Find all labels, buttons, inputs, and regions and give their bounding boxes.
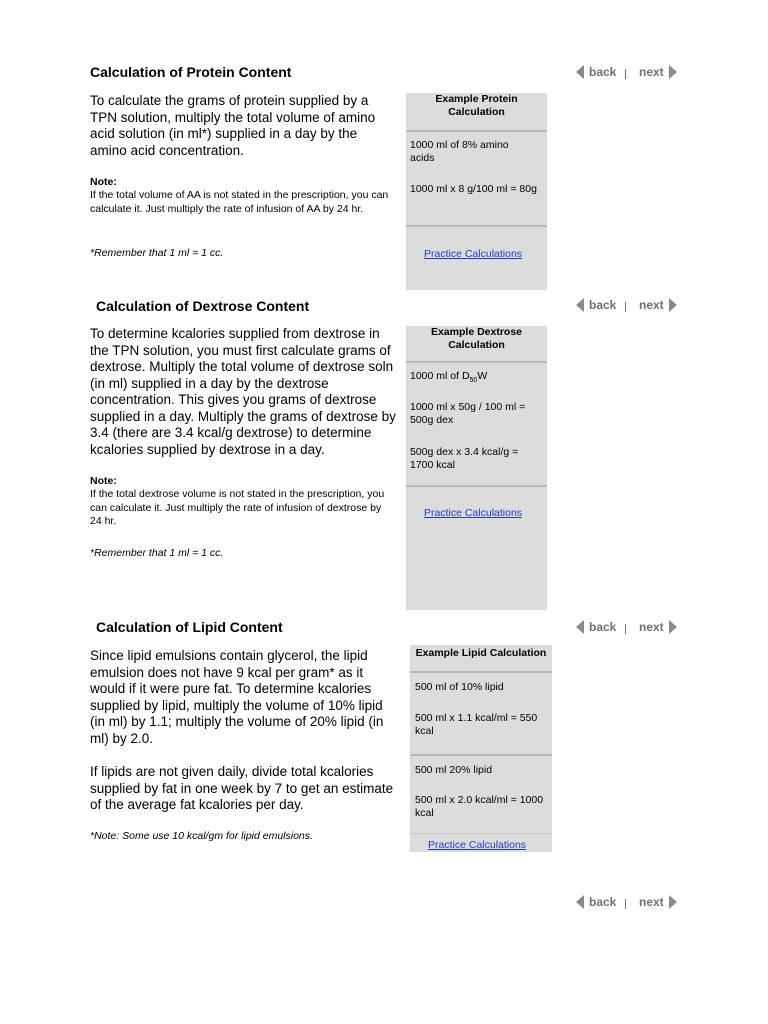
back-arrow-icon[interactable] — [576, 298, 584, 312]
dextrose-item-text: W — [477, 370, 488, 382]
divider — [625, 69, 626, 79]
dextrose-item-text: 1000 ml of D — [410, 370, 470, 382]
lipid-title: Calculation of Lipid Content — [96, 619, 283, 635]
dextrose-box-heading: Example Dextrose Calculation — [430, 326, 523, 351]
next-arrow-icon[interactable] — [669, 65, 677, 79]
divider — [625, 899, 626, 909]
next-link[interactable]: next — [639, 65, 664, 79]
protein-remember: *Remember that 1 ml = 1 cc. — [90, 247, 224, 259]
divider — [406, 130, 547, 132]
dextrose-note-heading: Note: — [90, 475, 117, 487]
lipid-example-box — [410, 645, 552, 852]
divider — [410, 833, 552, 834]
protein-box-item: 1000 ml x 8 g/100 ml = 80g — [410, 183, 537, 195]
dextrose-practice-link[interactable]: Practice Calculations — [424, 507, 523, 519]
lipid-lead-2: If lipids are not given daily, divide total kcalories supplied by fat in one week by 7 to get an estimate of the average fat kcalories per day. — [90, 764, 394, 812]
lipid-box-heading: Example Lipid Calculation — [415, 647, 547, 659]
protein-note-heading: Note: — [90, 176, 117, 188]
divider — [410, 754, 552, 756]
dextrose-note: If the total dextrose volume is not stated in the prescription, you can calculate it. Just multiply the rate of infusion of dextrose by 24 hr. — [90, 488, 385, 527]
lipid-note: *Note: Some use 10 kcal/gm for lipid emulsions. — [90, 830, 313, 842]
back-link[interactable]: back — [589, 895, 617, 909]
lipid-practice-link[interactable]: Practice Calculations — [428, 839, 527, 851]
dextrose-box-item: 1000 ml x 50g / 100 ml = 500g dex — [410, 401, 526, 426]
dextrose-lead: To determine kcalories supplied from dextrose in the TPN solution, you must first calculate grams of dextrose. Multiply the total volume of dextrose soln (in ml) supplied in a day by the dextrose concentration. This gives you grams of dextrose supplied in a day. Multiply the grams of dextrose by 3.4 (there are 3.4 kcal/g dextrose) to determine kcalories supplied by dextrose in a day. — [90, 326, 396, 457]
lipid-box-item: 500 ml 20% lipid — [415, 764, 493, 776]
next-link[interactable]: next — [639, 620, 664, 634]
divider — [406, 485, 547, 487]
protein-box-heading: Example Protein Calculation — [435, 93, 518, 118]
protein-practice-link[interactable]: Practice Calculations — [424, 248, 523, 260]
next-arrow-icon[interactable] — [669, 298, 677, 312]
dextrose-item-subscript: 50 — [469, 377, 478, 385]
dextrose-box-item — [410, 370, 540, 387]
dextrose-example-box — [406, 326, 547, 610]
divider — [406, 361, 547, 363]
protein-lead: To calculate the grams of protein supplied by a TPN solution, multiply the total volume of amino acid solution (in ml*) supplied in a day by the amino acid concentration. — [90, 93, 376, 158]
divider — [625, 624, 626, 634]
lipid-lead: Since lipid emulsions contain glycerol, the lipid emulsion does not have 9 kcal per gram* as it would if it were pure fat. To determine kcalories supplied by lipid, multiply the volume of 10% lipid (in ml) by 1.1; multiply the volume of 20% lipid (in ml) by 2.0. — [90, 648, 384, 746]
lipid-nav — [576, 618, 686, 638]
protein-note: If the total volume of AA is not stated in the prescription, you can calculate it. Just multiply the rate of infusion of AA by 24 hr. — [90, 189, 389, 215]
next-arrow-icon[interactable] — [669, 620, 677, 634]
dextrose-remember: *Remember that 1 ml = 1 cc. — [90, 547, 224, 559]
back-link[interactable]: back — [589, 65, 617, 79]
divider — [410, 671, 552, 673]
lipid-box-item: 500 ml of 10% lipid — [415, 681, 504, 693]
divider — [406, 225, 547, 227]
dextrose-nav — [576, 296, 686, 316]
back-link[interactable]: back — [589, 620, 617, 634]
protein-example-box — [406, 93, 547, 290]
next-link[interactable]: next — [639, 298, 664, 312]
bottom-nav — [576, 893, 686, 913]
back-arrow-icon[interactable] — [576, 65, 584, 79]
protein-box-item: 1000 ml of 8% amino acids — [410, 139, 509, 164]
lipid-box-item: 500 ml x 2.0 kcal/ml = 1000 kcal — [415, 794, 544, 819]
next-arrow-icon[interactable] — [669, 895, 677, 909]
dextrose-title: Calculation of Dextrose Content — [96, 298, 310, 314]
dextrose-box-item: 500g dex x 3.4 kcal/g = 1700 kcal — [410, 446, 519, 471]
protein-nav — [576, 63, 686, 83]
protein-title: Calculation of Protein Content — [90, 64, 292, 80]
back-arrow-icon[interactable] — [576, 895, 584, 909]
back-link[interactable]: back — [589, 298, 617, 312]
divider — [625, 302, 626, 312]
next-link[interactable]: next — [639, 895, 664, 909]
lipid-box-item: 500 ml x 1.1 kcal/ml = 550 kcal — [415, 712, 538, 737]
back-arrow-icon[interactable] — [576, 620, 584, 634]
